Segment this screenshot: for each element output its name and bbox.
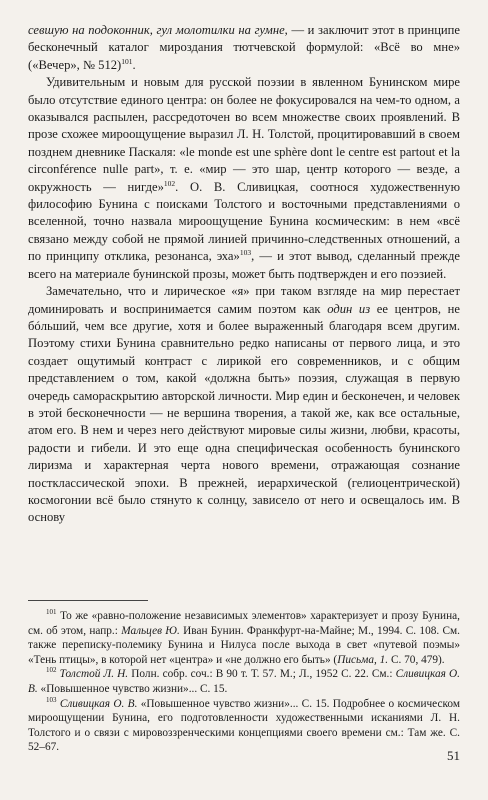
text-run: «Повышенное чувство жизни»... С. 15. Подробнее о космическом мироощущении Бунина, его подготовленности художественными исканиями Л. Н. Толстого и о связи с мировоззренческими концепциями своего времени см.: Там же. С. 52–67. (28, 697, 460, 754)
footnote-divider (28, 600, 148, 601)
footnote-ref-103[interactable]: 103 (239, 248, 252, 258)
text-run: Полн. собр. соч.: В 90 т. Т. 57. М.; Л., 1952 С. 22. См.: (128, 668, 396, 681)
paragraph-3 (28, 283, 460, 527)
footnote-103 (28, 697, 460, 755)
paragraph-1 (28, 22, 460, 74)
text-run: ее центров, не бóльший, чем все другие, хотя и более выраженный благодаря всем другим. Поэтому стихи Бунина сравнительно редко написаны от первого лица, и это создает ощутимый контраст с лирикой его современников, и с общим представлением о том, какой «должна быть» поэзия, служащая в первую очередь самораскрытию авторской личности. Мир един и бесконечен, и человек в этой бесконечности — не вершина творения, а такой же, как все остальные, атом его. В нем и через него действуют мировые силы жизни, любви, красоты, радости и гибели. И это еще одна специфическая особенность бунинского лиризма и характерная черта нового времени, отражающая сознание постклассической эпохи. В прежней, иерархической (гелиоцентрической) космогонии всё было стянуто к солнцу, зависело от него и освещалось им. В основу (28, 301, 460, 525)
italic-text: Мальцев Ю. (121, 624, 180, 637)
text-run: . (132, 57, 136, 72)
italic-text: один из (327, 301, 371, 316)
text-run: Удивительным и новым для русской поэзии в явленном Бунинском мире было отсутствие единого центра: он более не фокусировался на чем-то одном, а оказывался распылен, рассредоточен во всем множестве своих проявлений. В прозе схожее мироощущение выразил Л. Н. Толстой, процитировавший в своем позднем дневнике Паскаля: «le monde est une sphère dont le centre est partout et la circonférence nulle part», т. е. «мир — это шар, центр которого — везде, а окружность — нигде» (28, 75, 460, 194)
paragraph-2 (28, 74, 460, 283)
text-run: Иван Бунин. Франкфурт-на-Майне; М., 1994. С. 108. См. также переписку-полемику Бунина и Нилуса после выхода в свет «путевой поэмы» «Тень птицы», в которой нет «центра» и «не должно его быть» ( (28, 624, 460, 666)
footnote-number: 103 (46, 695, 57, 704)
italic-text: Толстой Л. Н. (59, 668, 129, 681)
italic-text: Письма, 1. (337, 653, 389, 666)
text-run: С. 70, 479). (388, 653, 445, 666)
text-run: Замечательно, что и лирическое «я» при таком взгляде на мир перестает доминировать и воспринимается самим поэтом как (28, 284, 460, 316)
text-run: То же «равно-положение независимых элементов» характеризует и прозу Бунина, см. об этом, напр.: (28, 610, 460, 637)
footnote-number: 102 (46, 666, 57, 675)
footnote-101 (28, 609, 460, 667)
footnote-ref-101[interactable]: 101 (121, 56, 133, 66)
text-run: , — и заключит этот в принципе бесконечный каталог мироздания тютчевской формулой: «Всё во мне» («Вечер», № 512) (28, 23, 461, 72)
main-text (28, 22, 460, 527)
text-run: , — и этот вывод, сделанный прежде всего на материале бунинской прозы, может быть подтвержден и его поэзией. (28, 249, 460, 281)
footnote-102 (28, 667, 460, 696)
italic-text: севшую на подоконник, гул молотилки на гумне (28, 23, 285, 37)
footnotes (28, 609, 460, 755)
italic-text: Сливицкая О. В. (59, 697, 138, 710)
footnote-ref-102[interactable]: 102 (163, 178, 176, 188)
page-number: 51 (447, 748, 460, 763)
footnote-number: 101 (46, 608, 57, 616)
text-run: «Повышенное чувство жизни»... С. 15. (37, 682, 228, 695)
italic-text: Сливицкая О. В. (28, 668, 460, 695)
text-run: . О. В. Сливицкая, соотнося художественную философию Бунина с поисками Толстого и восточными представлениями о вселенной, точно назвала мироощущение Бунина космическим: в нем «всё связано между собой не прямой линией причинно-следственных отношений, а по принципу отклика, резонанса, эха» (28, 179, 460, 264)
